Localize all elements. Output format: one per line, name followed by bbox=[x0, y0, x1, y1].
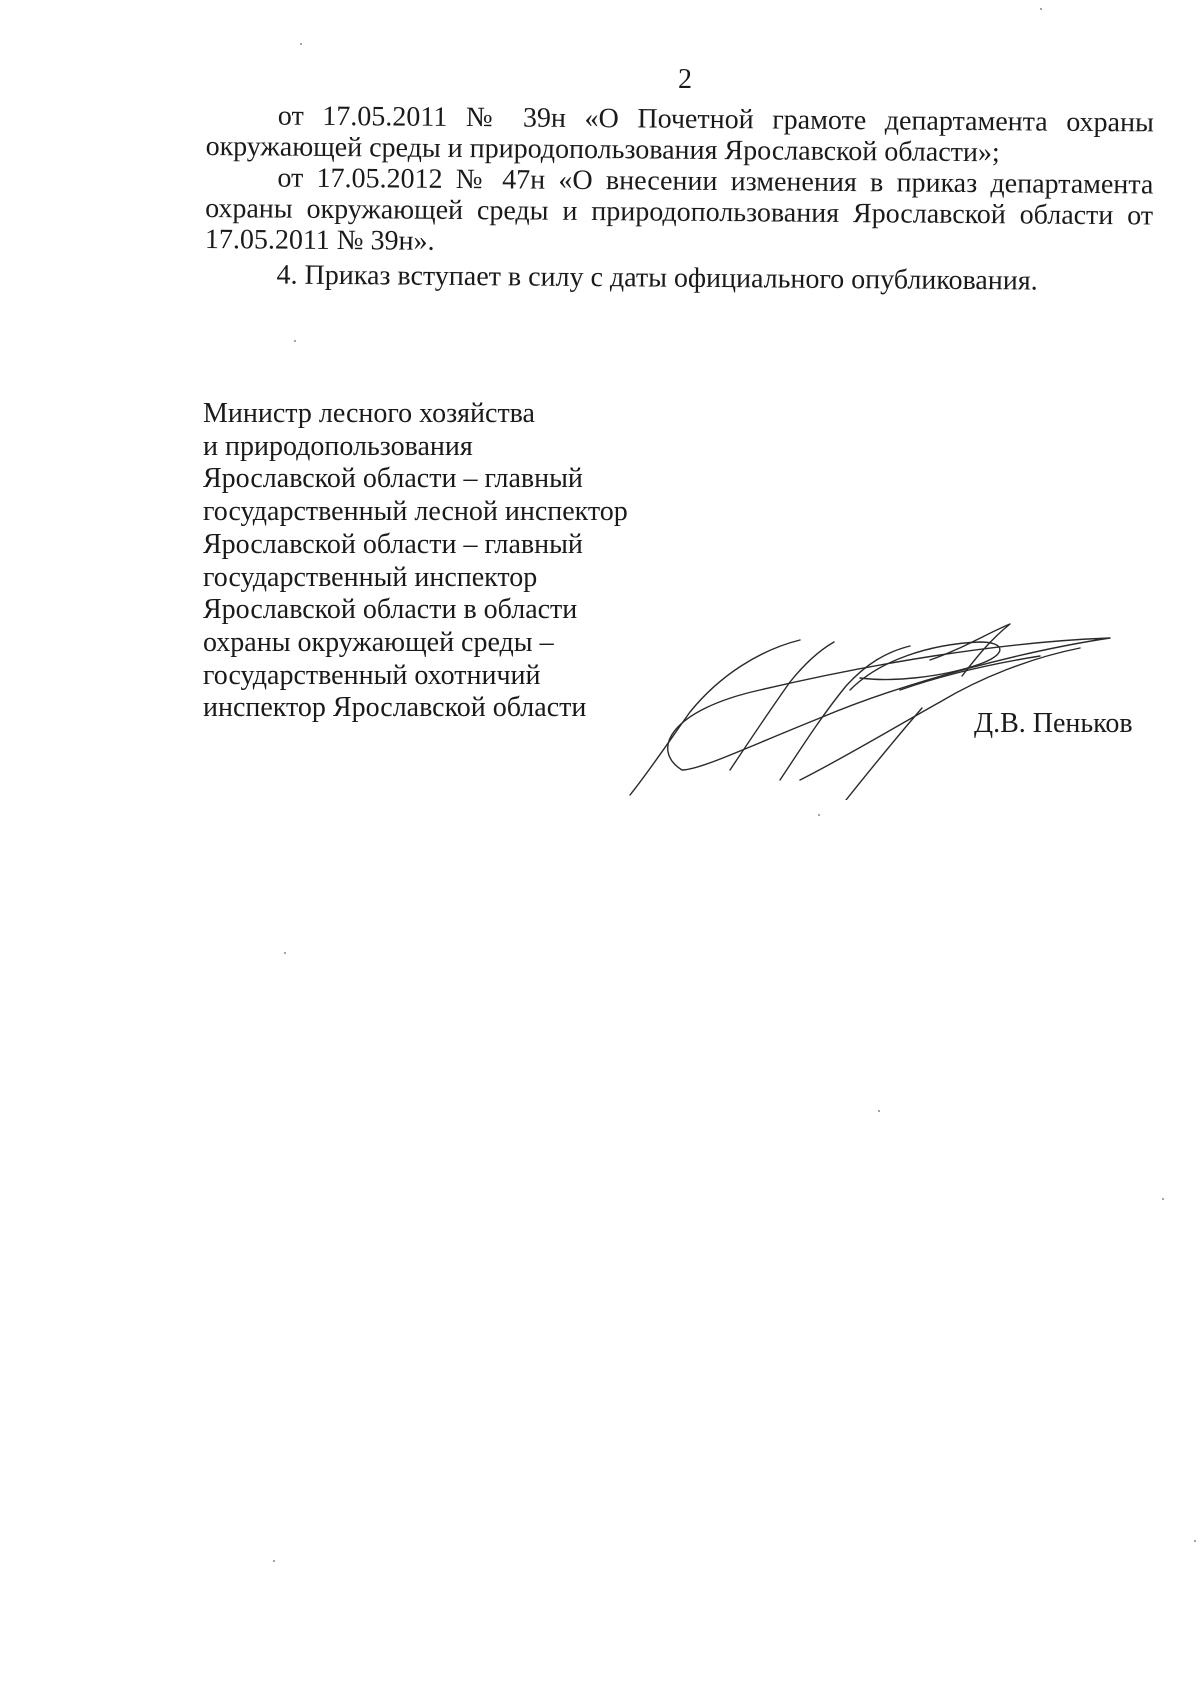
scan-speck bbox=[1040, 8, 1042, 10]
signatory-title bbox=[203, 398, 663, 725]
scan-speck bbox=[1194, 1540, 1196, 1542]
signatory-title-line: государственный охотничий bbox=[203, 659, 541, 691]
signatory-title-line: инспектор Ярославской области bbox=[203, 692, 587, 724]
page-number: 2 bbox=[678, 64, 692, 95]
paragraph-order-47n: от 17.05.2012 № 47н «О внесении изменения в приказ департамента охраны окружающей среды и природопользования Ярославской области от 17.05.2011 № 39н». bbox=[204, 162, 1154, 257]
signatory-title-line: Министр лесного хозяйства bbox=[203, 398, 535, 429]
document-body bbox=[205, 100, 1154, 297]
scan-speck bbox=[294, 340, 296, 342]
signatory-title-line: Ярославской области – главный bbox=[203, 528, 583, 560]
scan-speck bbox=[273, 1560, 275, 1562]
signatory-title-line: Ярославской области в области bbox=[203, 594, 578, 626]
scan-speck bbox=[300, 43, 302, 45]
signatory-title-line: государственный инспектор bbox=[203, 561, 538, 593]
scan-speck bbox=[1162, 1198, 1164, 1200]
signatory-title-line: и природопользования bbox=[203, 430, 473, 462]
paragraph-order-39n: от 17.05.2011 № 39н «О Почетной грамоте департамента охраны окружающей среды и природопользования Ярославской области»; bbox=[205, 100, 1154, 169]
scan-speck bbox=[284, 952, 286, 954]
paragraph-effective-date: 4. Приказ вступает в силу с даты официального опубликования. bbox=[276, 259, 1038, 297]
scan-speck bbox=[878, 1110, 880, 1112]
signatory-title-line: охраны окружающей среды – bbox=[203, 626, 554, 658]
signatory-title-line: государственный лесной инспектор bbox=[203, 496, 628, 528]
signatory-title-line: Ярославской области – главный bbox=[203, 463, 583, 495]
signatory-name: Д.В. Пеньков bbox=[974, 708, 1133, 739]
scan-speck bbox=[818, 814, 820, 816]
